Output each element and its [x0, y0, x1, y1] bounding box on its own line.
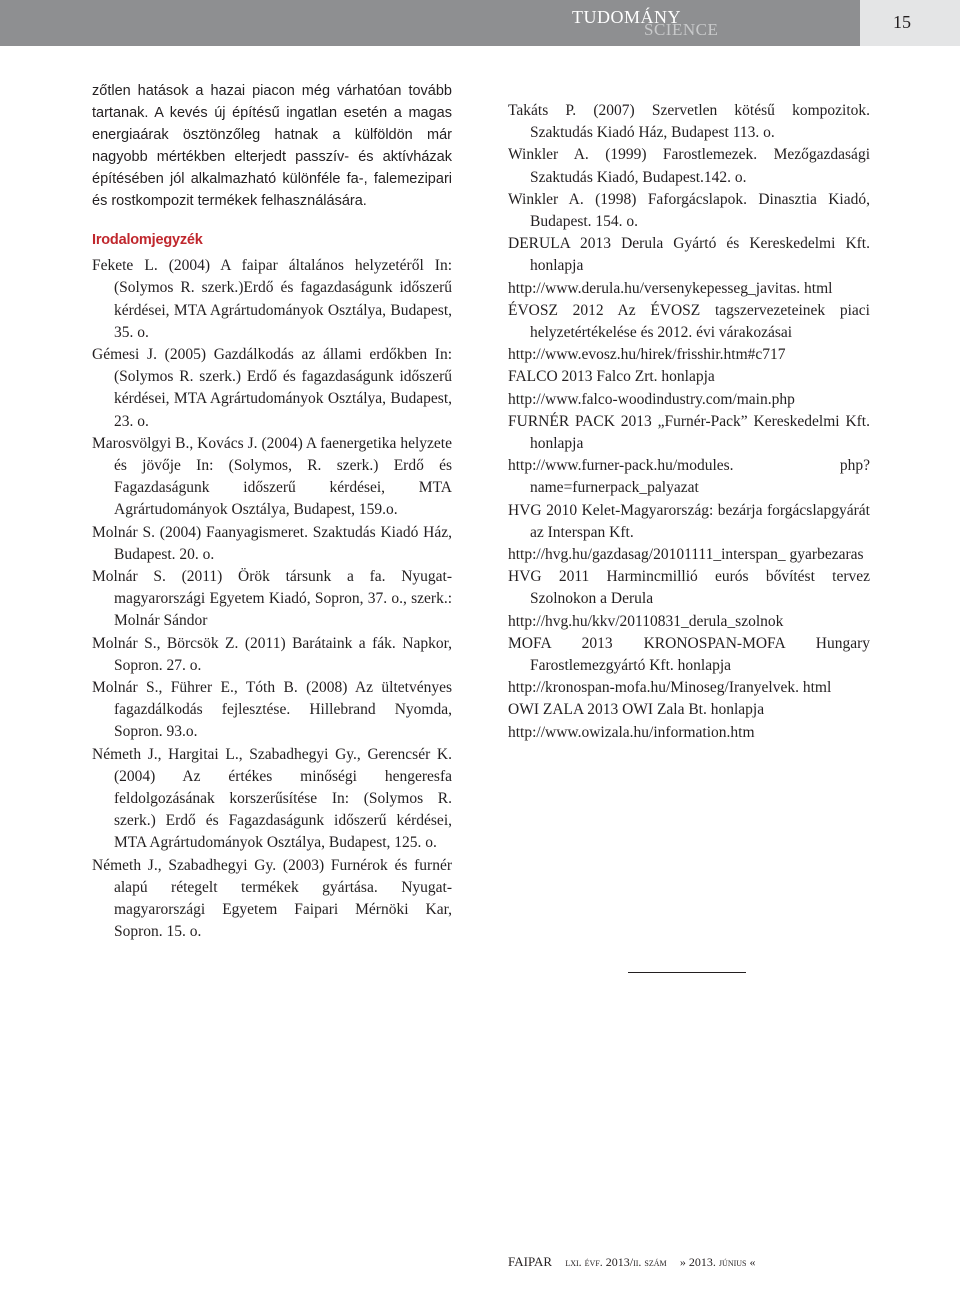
reference-item: Molnár S. (2011) Örök társunk a fa. Nyugat-magyarországi Egyetem Kiadó, Sopron, 37. o., szerk.: Molnár Sándor: [92, 568, 452, 630]
reference-link[interactable]: http://hvg.hu/gazdasag/20101111_interspan_ gyarbezaras: [508, 546, 864, 564]
section-subtitle: SCIENCE: [644, 20, 719, 39]
reference-item: DERULA 2013 Derula Gyártó és Kereskedelmi Kft. honlapja: [508, 235, 870, 275]
reference-item: FALCO 2013 Falco Zrt. honlapja: [508, 368, 715, 386]
left-column: [92, 80, 452, 944]
reference-item: MOFA 2013 KRONOSPAN-MOFA Hungary Farostlemezgyártó Kft. honlapja: [508, 634, 870, 675]
reference-item: Németh J., Hargitai L., Szabadhegyi Gy., Gerencsér K. (2004) Az értékes minőségi hengeresfa feldolgozásának korszerűsítése In: (Solymos R. szerk.) Erdő és Fagazdaságunk időszerű kérdései, MTA Agrártudományok Osztálya, Budapest, 125. o.: [92, 745, 452, 852]
reference-item: Marosvölgyi B., Kovács J. (2004) A faenergetika helyzete és jövője In: (Solymos, R. szerk.) Erdő és Fagazdaságunk időszerű kérdései, MTA Agrártudományok Osztálya, Budapest, 159.o.: [92, 434, 452, 519]
reference-item: ÉVOSZ 2012 Az ÉVOSZ tagszervezeteinek piaci helyzetértékelése és 2012. évi várakozásai: [508, 301, 870, 342]
footer-volume: lxi. évf. 2013/ii. szám: [565, 1255, 667, 1269]
reference-link[interactable]: http://www.falco-woodindustry.com/main.php: [508, 390, 795, 408]
reference-item: Fekete L. (2004) A faipar általános helyzetéről In: (Solymos R. szerk.)Erdő és fagazdaságunk időszerű kérdései, MTA Agrártudományok Osztálya, Budapest, 35. o.: [92, 257, 452, 341]
reference-link[interactable]: http://www.owizala.hu/information.htm: [508, 723, 755, 741]
reference-item: OWI ZALA 2013 OWI Zala Bt. honlapja: [508, 701, 765, 719]
reference-link[interactable]: http://www.evosz.hu/hirek/frisshir.htm#c717: [508, 346, 786, 364]
reference-item: Takáts P. (2007) Szervetlen kötésű kompozitok. Szaktudás Kiadó Ház, Budapest 113. o.: [508, 102, 870, 142]
intro-paragraph: zőtlen hatások a hazai piacon még várhatóan tovább tartanak. A kevés új építésű ingatlan esetén a magas energiaárak ösztönzőleg hatnak a külföldön már nagyobb mértékben elterjedt passzív- és aktívházak építésében jól alkalmazható különféle fa-, falemezipari és rostkompozit termékek felhasználására.: [92, 83, 452, 209]
section-title: TUDOMÁNY: [572, 7, 681, 27]
header-band: [0, 0, 960, 46]
reference-item: Gémesi J. (2005) Gazdálkodás az állami erdőkben In: (Solymos R. szerk.) Erdő és fagazdaságunk időszerű kérdései, MTA Agrártudományok Osztálya, Budapest, 23. o.: [92, 346, 452, 430]
reference-item: Molnár S. (2004) Faanyagismeret. Szaktudás Kiadó Ház, Budapest. 20. o.: [92, 523, 452, 563]
right-column: [508, 100, 870, 744]
end-rule: [628, 972, 746, 973]
reference-item: Winkler A. (1998) Faforgácslapok. Dinasztia Kiadó, Budapest. 154. o.: [508, 190, 870, 231]
reference-item: HVG 2010 Kelet-Magyarország: bezárja forgácslapgyárát az Interspan Kft.: [508, 501, 870, 541]
reference-item: Németh J., Szabadhegyi Gy. (2003) Furnérok és furnér alapú rétegelt termékek gyártása. Nyugat-magyarországi Egyetem Faipari Mérnöki Kar, Sopron. 15. o.: [92, 856, 452, 941]
footer-date: » 2013. június «: [679, 1255, 756, 1269]
page-footer: [508, 1254, 765, 1270]
reference-item: HVG 2011 Harmincmillió eurós bővítést tervez Szolnokon a Derula: [508, 568, 870, 608]
references-heading: Irodalomjegyzék: [92, 232, 203, 248]
reference-item: Molnár S., Börcsök Z. (2011) Barátaink a fák. Napkor, Sopron. 27. o.: [92, 634, 452, 674]
reference-link[interactable]: http://kronospan-mofa.hu/Minoseg/Iranyelvek. html: [508, 679, 832, 697]
page-number: 15: [893, 12, 911, 32]
reference-item: Winkler A. (1999) Farostlemezek. Mezőgazdasági Szaktudás Kiadó, Budapest.142. o.: [508, 146, 870, 186]
reference-link[interactable]: http://www.derula.hu/versenykepesseg_javitas. html: [508, 279, 833, 297]
reference-link[interactable]: http://hvg.hu/kkv/20110831_derula_szolnok: [508, 612, 784, 630]
reference-item: FURNÉR PACK 2013 „Furnér-Pack” Kereskedelmi Kft. honlapja: [508, 412, 870, 453]
header-band-dark: [0, 0, 860, 46]
reference-item: Molnár S., Führer E., Tóth B. (2008) Az ültetvényes fagazdálkodás fejlesztése. Hillebrand Nyomda, Sopron. 93.o.: [92, 679, 452, 741]
footer-journal: FAIPAR: [508, 1254, 553, 1269]
reference-link[interactable]: http://www.furner-pack.hu/modules. php?name=furnerpack_palyazat: [508, 457, 870, 497]
